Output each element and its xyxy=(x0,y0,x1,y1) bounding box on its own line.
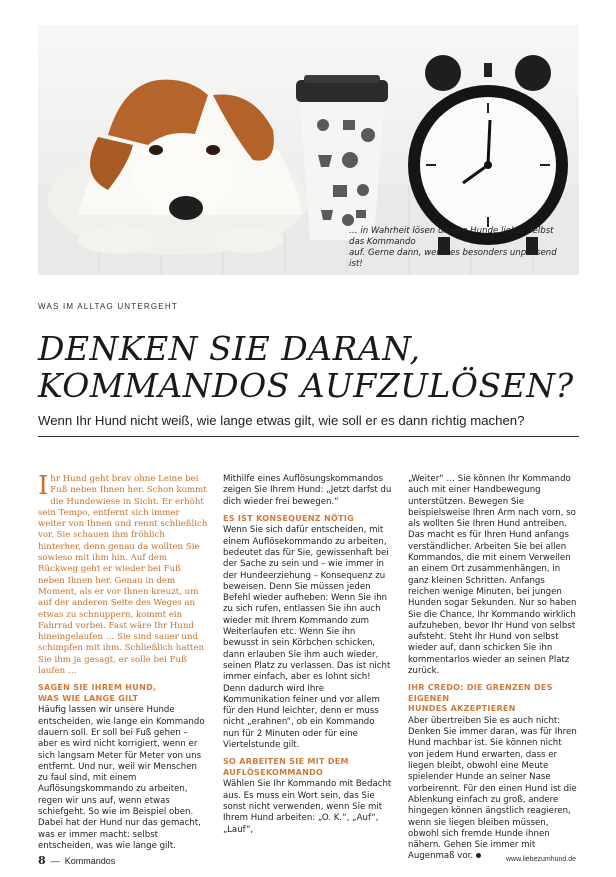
image-caption xyxy=(349,226,569,270)
footer-separator: — xyxy=(48,856,63,866)
section-heading-1 xyxy=(38,683,208,704)
title-line-2: KOMMANDOS AUFZULÖSEN? xyxy=(38,366,574,405)
article-title xyxy=(38,330,578,404)
heading-line-1: SAGEN SIE IHREM HUND, xyxy=(38,683,157,693)
caption-line-1: … in Wahrheit lösen unsere Hunde lieber selbst das Kommando xyxy=(349,226,554,247)
heading-line-2: HUNDES AKZEPTIEREN xyxy=(408,704,516,714)
hero-image xyxy=(38,25,579,275)
page-footer xyxy=(38,854,115,867)
body-text: Aber übertreiben Sie es auch nicht: Denken Sie immer daran, was für Ihren Hund machbar ist. Sie können nicht von jedem Hund erwarten, dass er liegen bleibt, obwohl eine Meute spielender Hunde an seiner Nase vorbeirennt. Für den einen Hund ist die Ablenkung einfach zu groß, andere hingegen können ängstlich reagieren, wenn sie liegen bleiben müssen, obwohl sich fremde Hunde ihnen nähern. Gehen Sie immer mit Augenmaß vor. xyxy=(408,715,577,862)
section-name: Kommandos xyxy=(64,856,116,866)
section-heading-3 xyxy=(223,757,393,778)
body-paragraph-2: Wenn Sie sich dafür entscheiden, mit einem Auflösekommando zu arbeiten, bedeutet das für Sie, gewissenhaft bei der Sache zu sein und – wie immer in der Hundeerziehung – Konsequenz zu beweisen. Denn Sie müssen jeden Befehl wieder aufheben: Wenn Sie ihn zu sich rufen, entlassen Sie ihn auch wieder mit Ihrem Kommando zum Weiterlaufen etc. Wenn Sie ihn bewusst in sein Körbchen schicken, dann erlauben Sie ihm auch wieder, seinen Platz zu verlassen. Das ist nicht immer einfach, aber es lohnt sich! Denn dadurch wird Ihre Kommunikation feiner und vor allem für den Hund leichter, denn er muss nicht „erahnen“, ob ein Kommando nun für 2 Minuten oder für eine Viertelstunde gilt. xyxy=(223,525,391,751)
body-paragraph-3: Wählen Sie Ihr Kommando mit Bedacht aus. Es muss ein Wort sein, das Sie sonst nicht verwenden, wenn Sie mit Ihrem Hund arbeiten: „O. K.“, „Auf“, „Lauf“, xyxy=(223,779,392,835)
alarm-clock-icon xyxy=(408,55,568,255)
section-heading-4 xyxy=(408,683,578,715)
drop-cap: I xyxy=(38,471,49,501)
section-heading-2: ES IST KONSEQUENZ NÖTIG xyxy=(223,513,354,523)
heading-line-2: WAS WIE LANGE GILT xyxy=(38,693,139,703)
body-paragraph-1: Häufig lassen wir unsere Hunde entscheiden, wie lange ein Kommando dauern soll. Er soll bei Fuß gehen – aber es wird nicht korrigiert, wenn er sich langsam Meter für Meter von uns entfernt. Und nur, weil wir Menschen zu faul sind, mit einem Auflösungskommando zu arbeiten, regen wir uns auf, wenn etwas schiefgeht. So wie im Beispiel oben. Dabei hat der Hund nur das gemacht, was er immer macht: selbst entscheiden, was wie lange gilt. xyxy=(38,705,205,851)
body-paragraph-4: „Weiter“ … Sie können Ihr Kommando auch mit einer Handbewegung unterstützen. Bewegen Sie beispielsweise Ihren Arm nach vorn, so als wollten Sie Ihren Hund antreiben. Das macht es für Ihren Hund anfangs verständlicher. Arbeiten Sie bei allen Kommandos, die mit einem Verweilen an einem Ort zusammenhängen, in ganz kleinen Schritten. Anfangs reichen wenige Minuten, bei jungen Hunden sogar Sekunden. Nur so haben Sie die Chance, Ihr Kommando wirklich aufzuheben, bevor Ihr Hund von selbst aufsteht. Steht Ihr Hund von selbst wieder auf, dann schicken Sie ihn kommentarlos wieder an seinen Platz zurück. xyxy=(408,474,577,677)
column-1 xyxy=(38,471,208,852)
column-2 xyxy=(223,474,393,836)
coffee-cup-icon xyxy=(296,75,388,240)
caption-line-2: auf. Gerne dann, wenn es besonders unpassend ist! xyxy=(349,248,557,269)
intro-text: hr Hund geht brav ohne Leine bei Fuß neben Ihnen her. Schon kommt die Hundewiese in Sicht. Er erhöht sein Tempo, entfernt sich immer weiter von Ihnen und rennt schließlich vor. Sie schauen ihm fröhlich hinterher, denn genau da wollten Sie sowieso mit ihm hin. Auf dem Rückweg geht er wieder bei Fuß neben Ihnen her. Genau in dem Moment, als er vor Ihnen kreuzt, um auf der anderen Seite des Weges an etwas zu schnuppern, kommt ein Fahrrad vorbei. Fast wäre Ihr Hund hineingelaufen … Sie sind sauer und schimpfen mit ihm. Schließlich hatten Sie ihm ja gesagt, er solle bei Fuß laufen … xyxy=(38,474,208,677)
divider xyxy=(38,436,579,437)
heading-line-2: AUFLÖSEKOMMANDO xyxy=(223,767,324,777)
column-3 xyxy=(408,474,578,863)
article-kicker: WAS IM ALLTAG UNTERGEHT xyxy=(38,302,178,311)
article-subtitle: Wenn Ihr Hund nicht weiß, wie lange etwas gilt, wie soll er es dann richtig machen? xyxy=(38,413,525,428)
dog-photo xyxy=(48,80,308,255)
col2-intro: Mithilfe eines Auflösungskommandos zeigen Sie Ihrem Hund: „Jetzt darfst du dich wieder frei bewegen.“ xyxy=(223,474,392,507)
body-paragraph-5 xyxy=(408,716,578,863)
title-line-1: DENKEN SIE DARAN, xyxy=(38,329,421,368)
page-number: 8 xyxy=(38,854,46,867)
heading-line-1: SO ARBEITEN SIE MIT DEM xyxy=(223,757,349,767)
end-mark-icon xyxy=(476,853,481,858)
website-link[interactable]: www.liebezumhund.de xyxy=(505,856,576,863)
heading-line-1: IHR CREDO: DIE GRENZEN DES EIGENEN xyxy=(408,683,553,703)
intro-paragraph xyxy=(38,471,208,677)
